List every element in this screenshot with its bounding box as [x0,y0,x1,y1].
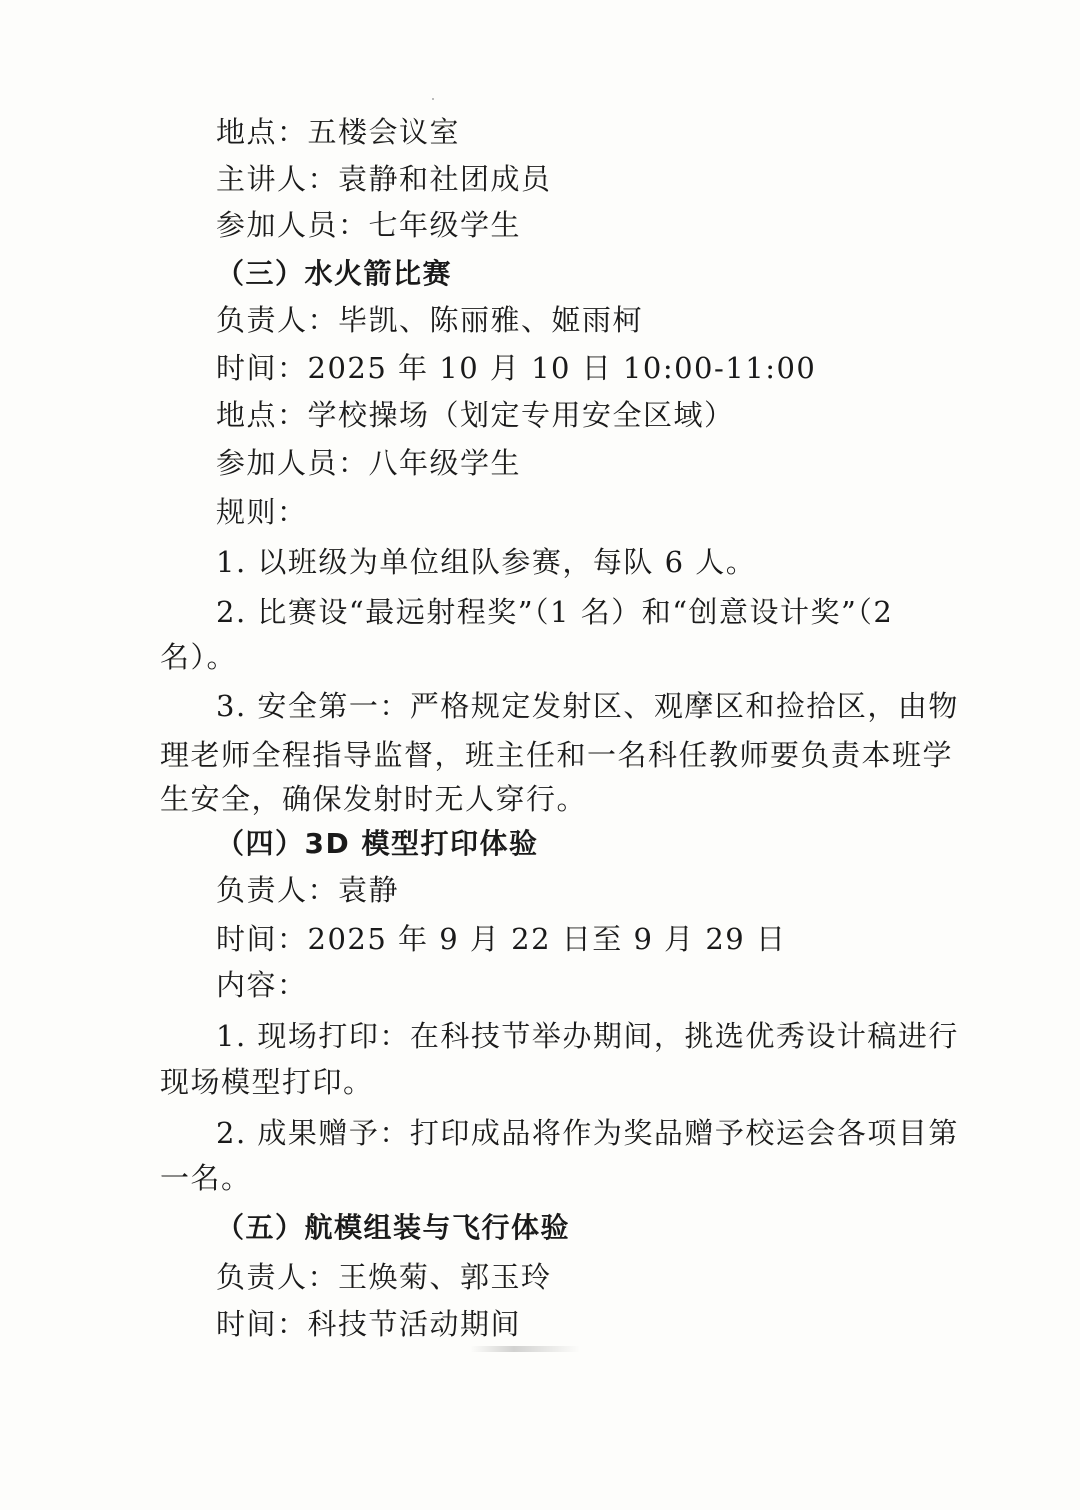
responsible-line: 负责人：袁静 [216,873,400,907]
rule-item-1: 1. 以班级为单位组队参赛，每队 6 人。 [216,545,757,579]
section-heading-3: （三）水火箭比赛 [216,257,453,290]
content-item-2-cont: 一名。 [160,1161,252,1195]
location-line: 地点：学校操场（划定专用安全区域） [216,398,735,432]
rule-item-2-cont: 名）。 [160,640,238,674]
responsible-line: 负责人：王焕菊、郭玉玲 [216,1260,552,1294]
speaker-line: 主讲人：袁静和社团成员 [216,162,552,196]
scan-smudge [470,1346,580,1352]
time-line: 时间：科技节活动期间 [216,1307,522,1341]
time-line: 时间：2025 年 9 月 22 日至 9 月 29 日 [216,922,787,956]
responsible-line: 负责人：毕凯、陈丽雅、姬雨柯 [216,303,644,337]
content-item-2: 2. 成果赠予：打印成品将作为奖品赠予校运会各项目第 [216,1116,959,1150]
location-line: 地点：五楼会议室 [216,115,461,149]
time-line: 时间：2025 年 10 月 10 日 10:00-11:00 [216,351,817,385]
rules-label: 规则： [216,495,308,529]
participants-line: 参加人员：八年级学生 [216,446,522,480]
section-heading-5: （五）航模组装与飞行体验 [216,1211,571,1244]
rule-item-3: 3. 安全第一：严格规定发射区、观摩区和捡拾区，由物 [216,689,959,723]
section-heading-4: （四）3D 模型打印体验 [216,827,539,860]
rule-item-3-cont: 生安全，确保发射时无人穿行。 [160,782,588,816]
scan-speck [432,98,434,100]
rule-item-2: 2. 比赛设“最远射程奖”（1 名）和“创意设计奖”（2 [216,595,894,629]
content-item-1-cont: 现场模型打印。 [160,1065,374,1099]
content-label: 内容： [216,968,308,1002]
content-item-1: 1. 现场打印：在科技节举办期间，挑选优秀设计稿进行 [216,1019,959,1053]
participants-line: 参加人员：七年级学生 [216,208,522,242]
rule-item-3-cont: 理老师全程指导监督，班主任和一名科任教师要负责本班学 [160,738,954,772]
